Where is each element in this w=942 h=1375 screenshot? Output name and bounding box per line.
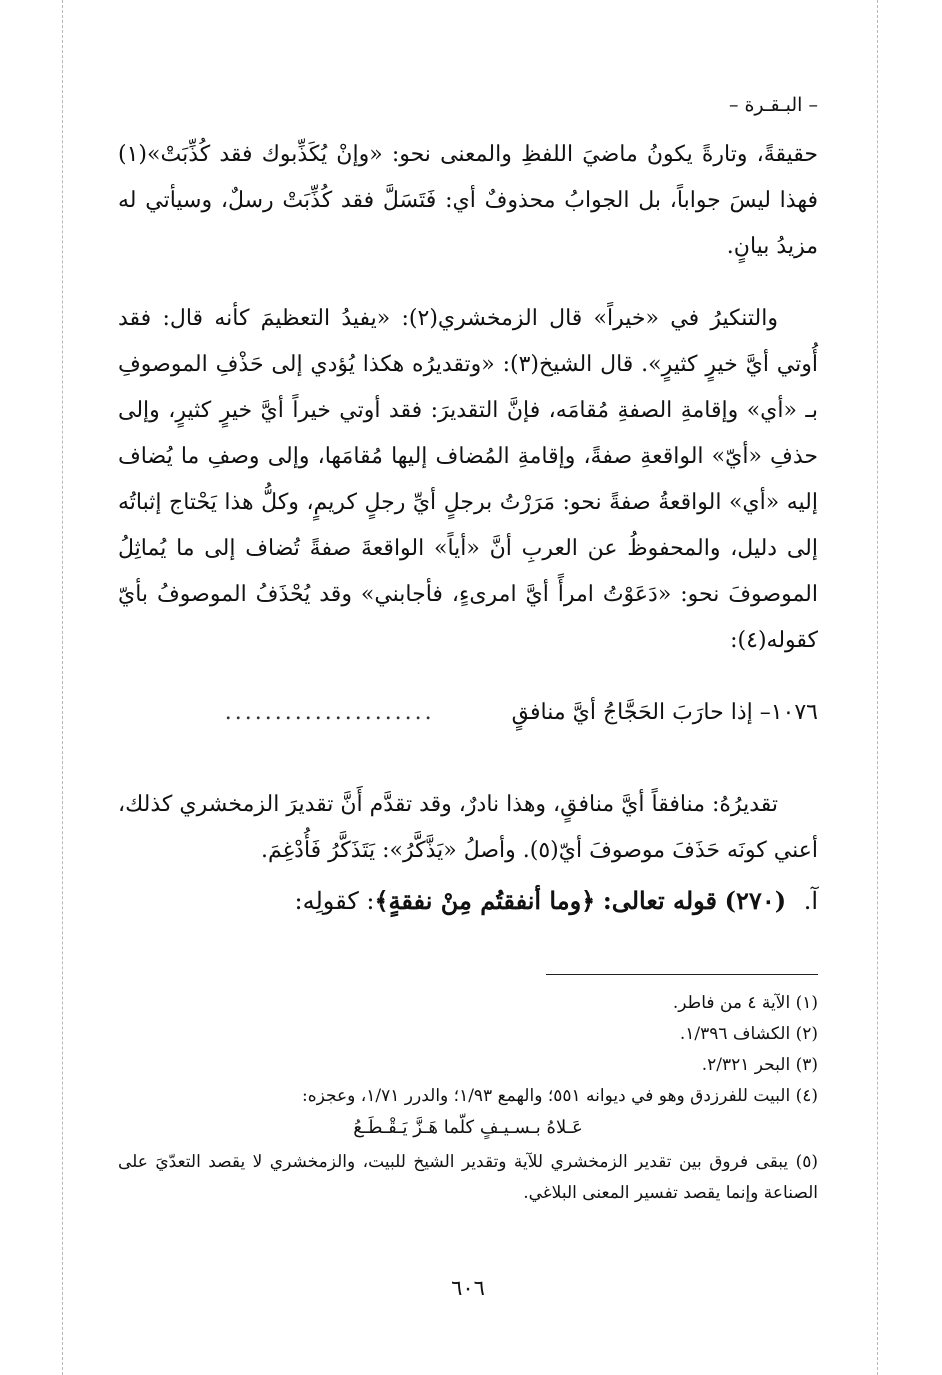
footnote-3: (٣) البحر ٢/٣٢١.: [701, 1055, 818, 1075]
verse-dots: .....................: [224, 700, 435, 725]
footnotes: [118, 988, 818, 1209]
fold-guide-left: [62, 0, 63, 1375]
section-tail: : كقولِه:: [294, 887, 375, 915]
footnote-separator: [546, 974, 818, 975]
verse-text: إذا حارَبَ الحَجَّاجُ أيَّ منافقٍ: [511, 700, 753, 725]
quran-quote: ﴿وما أنفقتُم مِنْ نفقةٍ﴾: [374, 886, 596, 915]
fold-guide-right: [877, 0, 878, 1375]
footnote-4: (٤) البيت للفرزدق وهو في ديوانه ٥٥١؛ والهمع ١/٩٣؛ والدرر ١/٧١، وعجزه:: [302, 1086, 818, 1106]
footnote-1: (١) الآية ٤ من فاطر.: [672, 993, 818, 1013]
section-marker: آ.: [803, 887, 818, 915]
paragraph-1: حقيقةً، وتارةً يكونُ ماضيَ اللفظِ والمعنى نحو: «وإنْ يُكَذِّبوك فقد كُذِّبَتْ»(١) فهذا ليسَ جواباً، بل الجوابُ محذوفٌ أي: فَتَسَلَّ فقد كُذِّبَتْ رسلٌ، وسيأتي له مزيدُ بيانٍ.: [118, 142, 818, 259]
page-number: ٦٠٦: [451, 1276, 485, 1300]
section-heading: [118, 878, 818, 924]
book-page: [118, 90, 818, 1320]
footnote-5: (٥) يبقى فروق بين تقدير الزمخشري للآية وتقدير الشيخ للبيت، والزمخشري لا يقصد التعدّيَ على الصناعة وإنما يقصد تفسير المعنى البلاغي.: [118, 1152, 818, 1203]
verse-line: [118, 690, 818, 736]
footnote-2: (٢) الكشاف ١/٣٩٦.: [679, 1024, 818, 1044]
paragraph-2: والتنكيرُ في «خيراً» قال الزمخشري(٢): «يفيدُ التعظيمَ كأنه قال: فقد أُوتي أيَّ خيرٍ كثيرٍ». قال الشيخ(٣): «وتقديرُه هكذا يُؤدي إلى حَذْفِ الموصوفِ بـ «أي» وإقامةِ الصفةِ مُقامَه، فإنَّ التقديرَ: فقد أوتي خيراً أيَّ خيرٍ كثيرٍ، وإلى حذفِ «أيّ» الواقعةِ صفةً، وإقامةِ المُضاف إليها مُقامَها، وإلى وصفِ ما يُضاف إليه «أي» الواقعةُ صفةً نحو: مَرَرْتُ برجلٍ أيِّ رجلٍ كريمٍ، وكلُّ هذا يَحْتاج إثباتُه إلى دليل، والمحفوظُ عن العربِ أنَّ «أياً» الواقعةَ صفةً تُضاف إلى ما يُماثِلُ الموصوفَ نحو: «دَعَوْتُ امرأً أيَّ امرىءٍ، فأجابني» وقد يُحْذَفُ الموصوفُ بأيّ كقوله(٤):: [118, 306, 818, 653]
verse-number: ١٠٧٦–: [759, 700, 818, 725]
running-head: – البـقـرة –: [728, 94, 818, 116]
section-number: (٢٧٠): [724, 886, 787, 915]
footnote-4-poem: عَـلاهُ بـسـيـفٍ كلّما هَـزَّ يَـقْـطَـعُ: [353, 1117, 583, 1138]
section-label: قوله تعالى:: [602, 886, 718, 915]
paragraph-3: تقديرُهُ: منافقاً أيَّ منافقٍ، وهذا نادرٌ، وقد تقدَّم أَنَّ تقديرَ الزمخشري كذلك، أعني كونَه حَذَفَ موصوفَ أيّ(٥). وأصلُ «يَذَّكَّرُ»: يَتَذَكَّرُ فَأُدْغِمَ.: [118, 792, 818, 863]
